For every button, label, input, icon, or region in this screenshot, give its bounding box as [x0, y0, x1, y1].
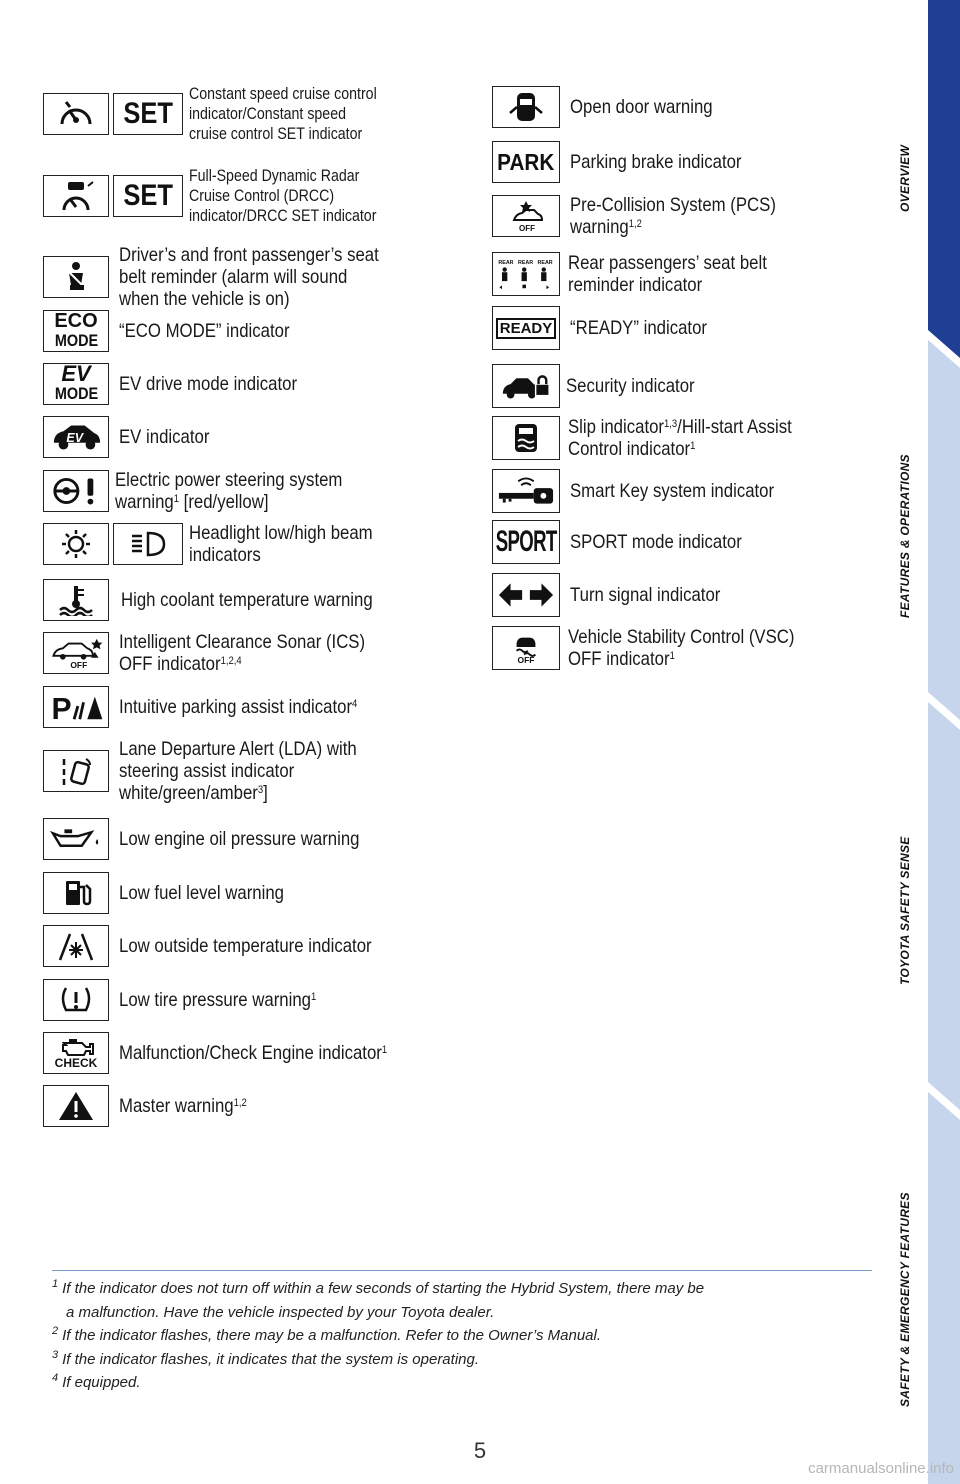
svg-text:OFF: OFF	[517, 655, 535, 664]
indicator-outside-temp	[43, 925, 413, 967]
tab-bg-safety[interactable]	[928, 1092, 960, 1484]
tab-safety-emergency[interactable]: SAFETY & EMERGENCY FEATURES	[898, 1192, 912, 1407]
indicator-ev	[43, 416, 224, 458]
ev-mode-badge: EV MODE	[43, 363, 109, 405]
indicator-label: Security indicator	[566, 375, 695, 397]
headlight-low-icon	[43, 523, 109, 565]
rear-seat-belt-icon	[492, 252, 560, 296]
coolant-temp-icon	[43, 579, 109, 621]
tire-pressure-icon	[43, 979, 109, 1021]
footnotes	[52, 1270, 872, 1395]
radar-cruise-icon	[43, 175, 109, 217]
indicator-label: Master warning$^{1,2}$	[119, 1095, 247, 1117]
indicator-label: “READY” indicator	[570, 317, 707, 339]
watermark: carmanualsonline.info	[808, 1460, 954, 1477]
indicator-smart-key	[492, 469, 807, 513]
tab-bg-features[interactable]	[928, 340, 960, 720]
indicator-rear-seat-belt	[492, 252, 799, 296]
slip-icon	[492, 416, 560, 460]
indicator-lane-departure	[43, 738, 395, 804]
indicator-label: Turn signal indicator	[570, 584, 721, 606]
park-badge: PARK	[492, 141, 560, 183]
seat-belt-icon	[43, 256, 109, 298]
indicator-label: EV indicator	[119, 426, 210, 448]
indicator-coolant-temp	[43, 579, 414, 621]
svg-text:P: P	[51, 693, 72, 723]
parking-assist-icon	[43, 686, 109, 728]
ready-badge: READY	[492, 306, 560, 350]
outside-temp-icon	[43, 925, 109, 967]
set-badge: SET	[113, 93, 183, 135]
footnote-4: $^4$ If equipped.	[52, 1372, 141, 1391]
page-number: 5	[473, 1438, 487, 1463]
svg-text:OFF: OFF	[70, 660, 88, 669]
indicator-eco-mode	[43, 310, 317, 352]
indicator-clearance-sonar	[43, 631, 405, 675]
indicator-label: Full-Speed Dynamic Radar Cruise Control (DRCC) indicator/DRCC SET indicator	[189, 167, 377, 225]
indicator-label: Intelligent Clearance Sonar (ICS) OFF indicator$^{1,2,4}$	[119, 631, 366, 675]
indicator-check-engine	[43, 1032, 431, 1074]
svg-text:REAR: REAR	[498, 260, 514, 267]
indicator-label: Driver’s and front passenger’s seat belt reminder (alarm will sound when the vehicle is on)	[119, 244, 379, 310]
indicator-ev-drive-mode	[43, 363, 326, 405]
indicator-master-warning	[43, 1085, 268, 1127]
indicator-label: SPORT mode indicator	[570, 531, 742, 553]
indicator-label: Malfunction/Check Engine indicator$^1$	[119, 1042, 388, 1064]
clearance-sonar-off-icon	[43, 632, 109, 674]
sport-badge: SPORT	[492, 520, 560, 564]
indicator-label: Headlight low/high beam indicators	[189, 522, 373, 566]
steering-warning-icon	[43, 470, 109, 512]
indicator-label: Low outside temperature indicator	[119, 935, 372, 957]
footnote-1: $^1$ If the indicator does not turn off within a few seconds of starting the Hybrid System, there may be a malfunction. Have the vehicle inspected by your Toyota dealer.	[52, 1278, 705, 1321]
indicator-label: Lane Departure Alert (LDA) with steering assist indicator white/green/amber$^3$]	[119, 738, 357, 804]
open-door-icon	[492, 86, 560, 128]
indicator-cruise-control	[43, 84, 407, 144]
tab-features-operations[interactable]: FEATURES & OPERATIONS	[898, 454, 912, 618]
vsc-off-icon	[492, 626, 560, 670]
indicator-label: Low tire pressure warning$^1$	[119, 989, 317, 1011]
svg-text:REAR: REAR	[537, 260, 553, 267]
indicator-vsc-off	[492, 626, 831, 670]
set-badge: SET	[113, 175, 183, 217]
tab-bg-tss[interactable]	[928, 702, 960, 1110]
tab-bg-overview[interactable]	[928, 0, 960, 358]
svg-text:REAR: REAR	[518, 260, 534, 267]
indicator-label: “ECO MODE” indicator	[119, 320, 290, 342]
indicator-label: Vehicle Stability Control (VSC) OFF indicator$^1$	[568, 626, 795, 670]
indicator-fuel-level	[43, 872, 311, 914]
check-engine-icon: CHECK	[43, 1032, 109, 1074]
indicator-label: Intuitive parking assist indicator$^4$	[119, 696, 358, 718]
oil-pressure-icon	[43, 818, 109, 860]
sidebar-tab-shapes	[926, 0, 960, 1484]
indicator-drcc	[43, 166, 407, 226]
turn-signal-icon	[492, 573, 560, 617]
indicator-label: High coolant temperature warning	[121, 589, 373, 611]
indicator-label: Low fuel level warning	[119, 882, 284, 904]
indicator-pre-collision	[492, 194, 809, 238]
footnote-2: $^2$ If the indicator flashes, there may be a malfunction. Refer to the Owner’s Manual.	[52, 1325, 602, 1344]
smart-key-icon	[492, 469, 560, 513]
footnote-3: $^3$ If the indicator flashes, it indicates that the system is operating.	[52, 1348, 480, 1368]
indicator-label: Smart Key system indicator	[570, 480, 775, 502]
indicator-label: EV drive mode indicator	[119, 373, 298, 395]
ev-car-icon	[43, 416, 109, 458]
indicator-label: Slip indicator$^{1,3}$/Hill-start Assist Control indicator$^1$	[568, 416, 792, 460]
indicator-sport-mode	[492, 520, 770, 564]
indicator-security	[492, 364, 716, 408]
indicator-label: Open door warning	[570, 96, 713, 118]
indicator-open-door	[492, 86, 736, 128]
security-icon	[492, 364, 560, 408]
cruise-gauge-icon	[43, 93, 109, 135]
tab-overview[interactable]: OVERVIEW	[898, 144, 912, 212]
indicator-parking-assist	[43, 686, 396, 728]
indicator-label: Pre-Collision System (PCS) warning$^{1,2}$	[570, 194, 776, 238]
tab-toyota-safety-sense[interactable]: TOYOTA SAFETY SENSE	[898, 836, 912, 985]
pcs-off-icon	[492, 195, 560, 237]
svg-text:EV: EV	[66, 430, 84, 445]
indicator-seat-belt	[43, 244, 421, 310]
indicator-oil-pressure	[43, 818, 399, 860]
indicator-power-steering	[43, 469, 379, 513]
fuel-pump-icon	[43, 872, 109, 914]
indicator-headlight	[43, 522, 403, 566]
eco-mode-badge: ECO MODE	[43, 310, 109, 352]
indicator-parking-brake	[492, 141, 769, 183]
indicator-label: Parking brake indicator	[570, 151, 742, 173]
indicator-label: Low engine oil pressure warning	[119, 828, 360, 850]
indicator-ready	[492, 306, 729, 350]
headlight-high-icon	[113, 523, 183, 565]
indicator-turn-signal	[492, 573, 745, 617]
indicator-tire-pressure	[43, 979, 348, 1021]
indicator-slip	[492, 416, 828, 460]
master-warning-icon	[43, 1085, 109, 1127]
svg-text:OFF: OFF	[519, 224, 535, 232]
lane-departure-icon	[43, 750, 109, 792]
indicator-label: Rear passengers’ seat belt reminder indicator	[568, 252, 767, 296]
indicator-label: Constant speed cruise control indicator/Constant speed cruise control SET indicator	[189, 85, 377, 143]
indicator-label: Electric power steering system warning$^1$ [red/yellow]	[115, 469, 343, 513]
